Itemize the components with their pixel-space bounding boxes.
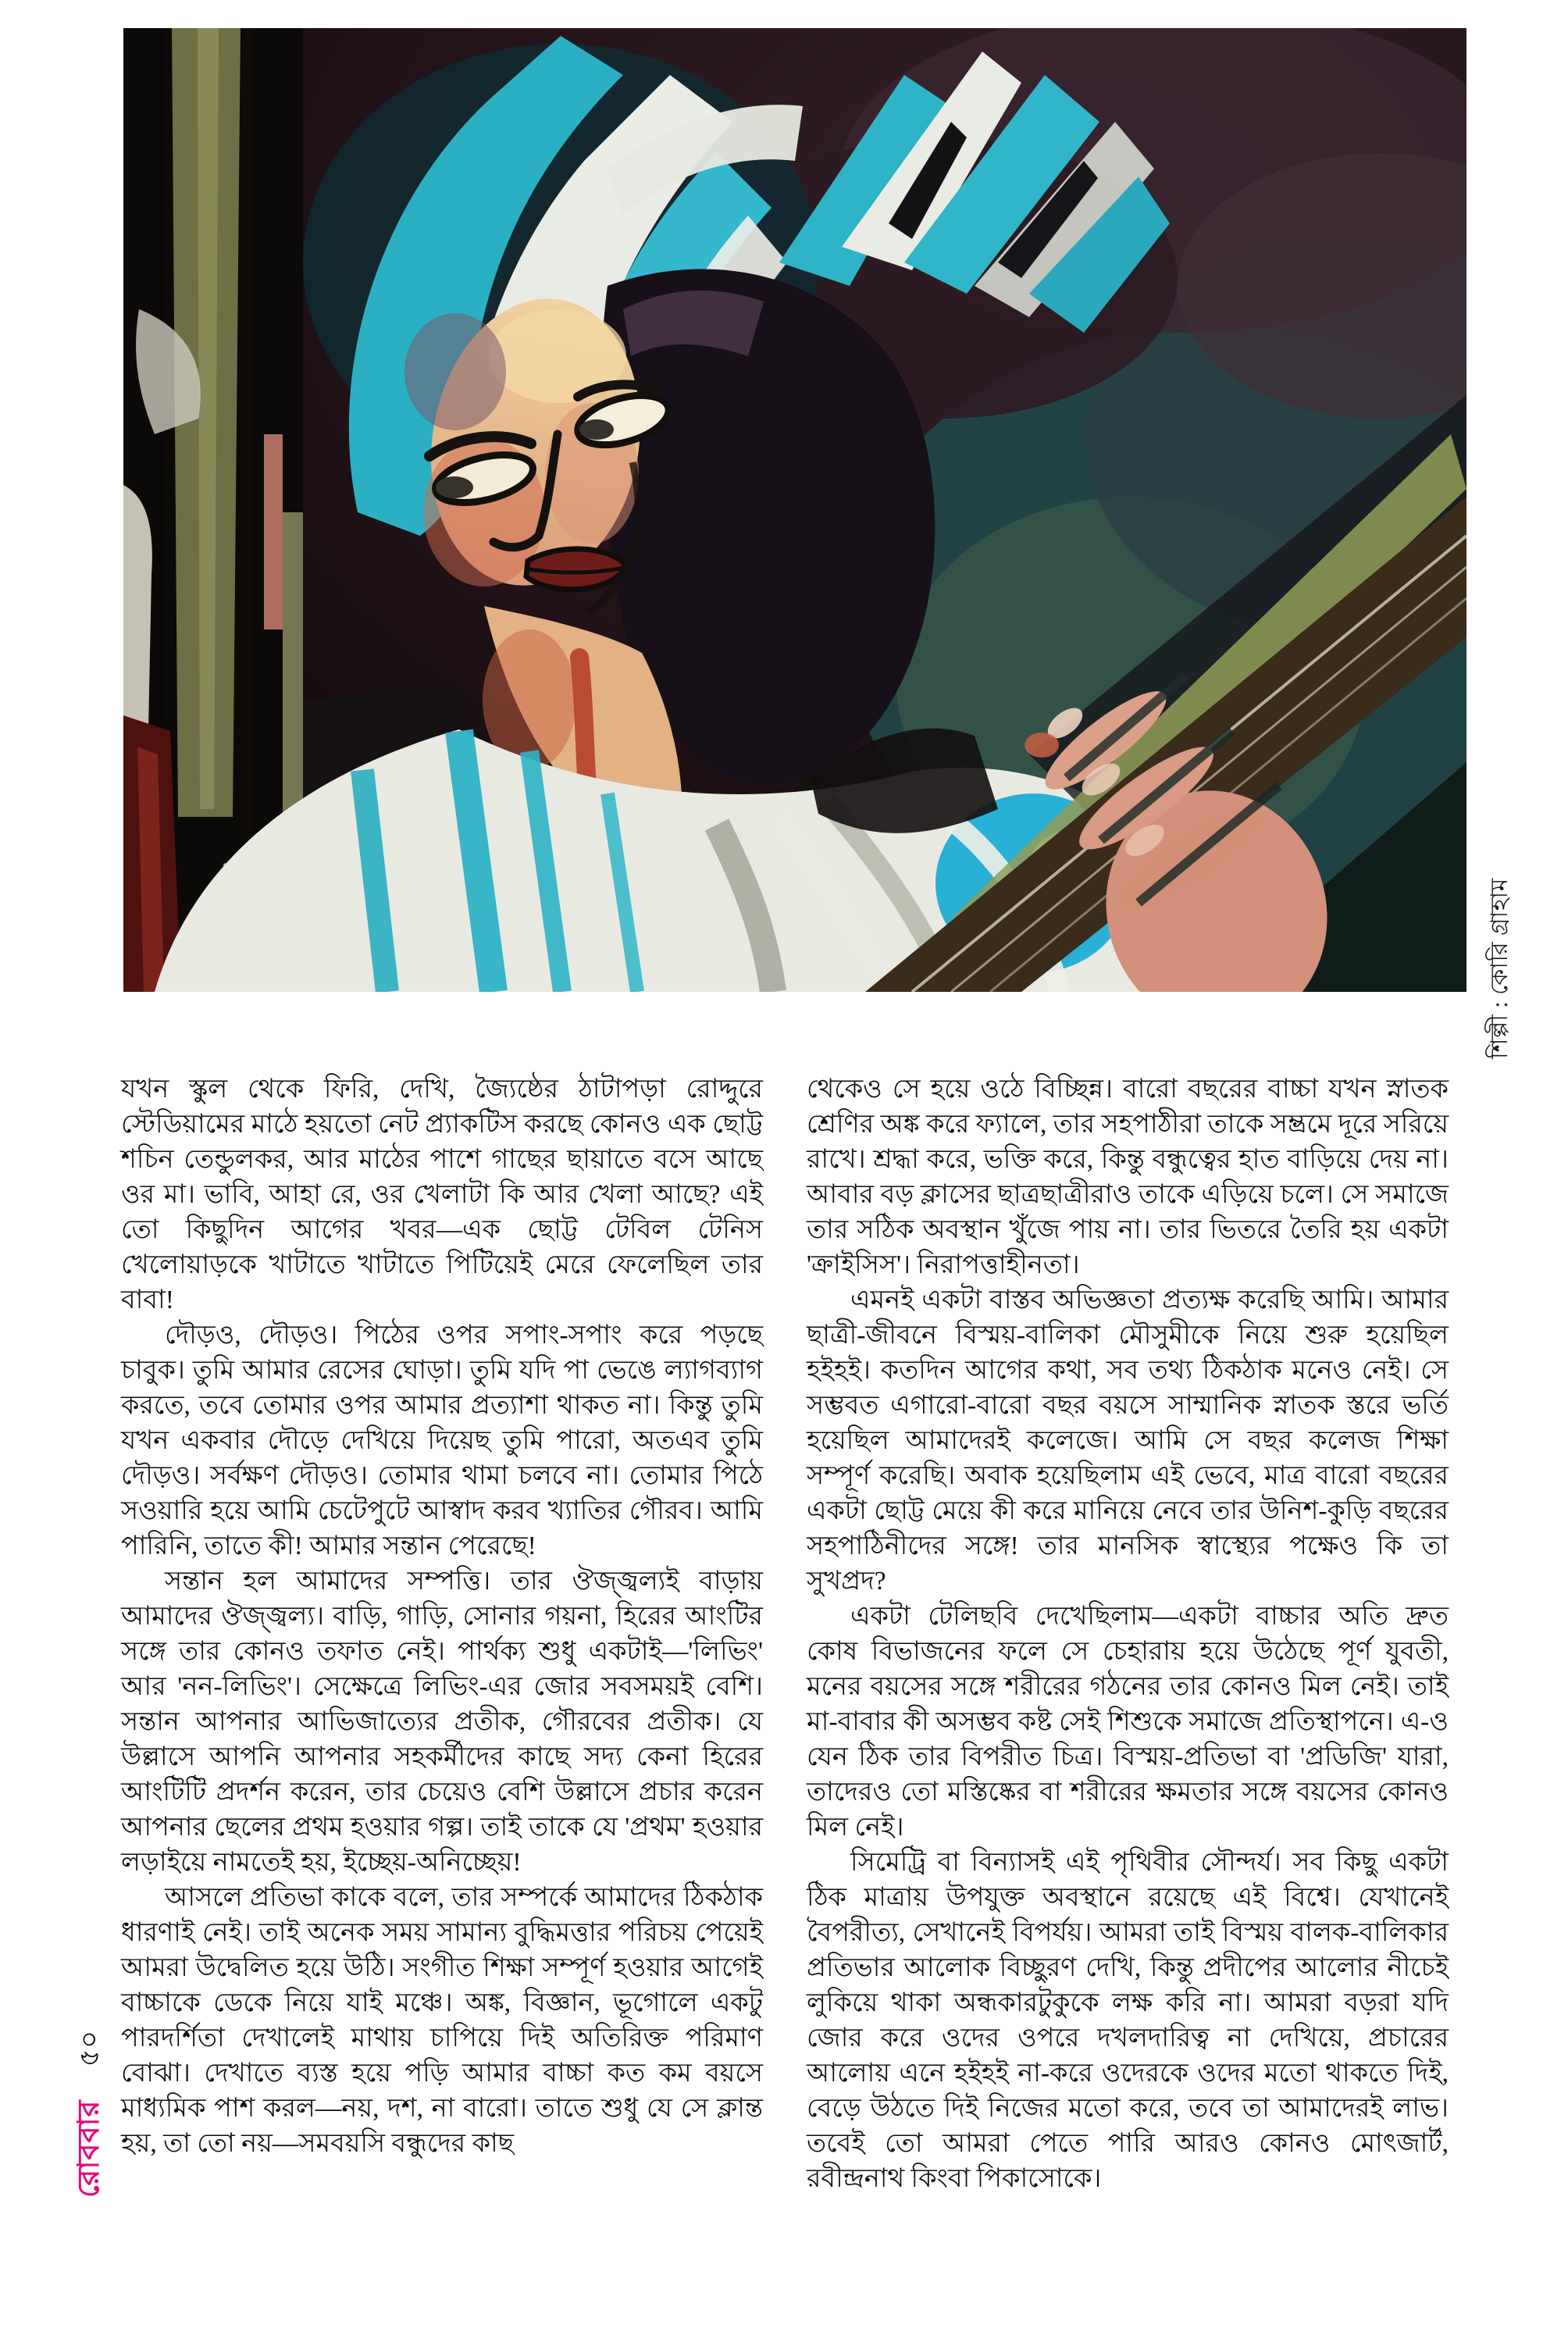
paragraph: এমনই একটা বাস্তব অভিজ্ঞতা প্রত্যক্ষ করেছি আমি। আমার ছাত্রী-জীবনে বিস্ময়-বালিকা মৌসুমীকে নিয়ে শুরু হয়েছিল হইহই। কতদিন আগের কথা, সব তথ্য ঠিকঠাক মনেও নেই। সে সম্ভবত এগারো-বারো বছর বয়সে সাম্মানিক স্নাতক স্তরে ভর্তি হয়েছিল আমাদেরই কলেজে। আমি সে বছর কলেজ শিক্ষা সম্পূর্ণ করেছি। অবাক হয়েছিলাম এই ভেবে, মাত্র বারো বছরের একটা ছোট্ট মেয়ে কী করে মানিয়ে নেবে তার উনিশ-কুড়ি বছরের সহপাঠিনীদের সঙ্গে! তার মানসিক স্বাস্থ্যের পক্ষেও কি তা সুখপ্রদ? xyxy=(807,1286,1449,1596)
margin-strip xyxy=(66,2031,116,2198)
article-column-1 xyxy=(121,1072,763,2196)
paragraph: থেকেও সে হয়ে ওঠে বিচ্ছিন্ন। বারো বছরের বাচ্চা যখন স্নাতক শ্রেণির অঙ্ক করে ফ্যালে, তার সহপাঠীরা তাকে সম্ভ্রমে দূরে সরিয়ে রাখে। শ্রদ্ধা করে, ভক্তি করে, কিন্তু বন্ধুত্বের হাত বাড়িয়ে দেয় না। আবার বড় ক্লাসের ছাত্রছাত্রীরাও তাকে এড়িয়ে চলে। সে সমাজে তার সঠিক অবস্থান খুঁজে পায় না। তার ভিতরে তৈরি হয় একটা 'ক্রাইসিস'। নিরাপত্তাহীনতা। xyxy=(807,1075,1449,1279)
magazine-brand: রোববার xyxy=(73,2099,105,2198)
paragraph: আসলে প্রতিভা কাকে বলে, তার সম্পর্কে আমাদের ঠিকঠাক ধারণাই নেই। তাই অনেক সময় সামান্য বুদ্ধিমত্তার পরিচয় পেয়েই আমরা উদ্বেলিত হয়ে উঠি। সংগীত শিক্ষা সম্পূর্ণ হওয়ার আগেই বাচ্চাকে ডেকে নিয়ে যাই মঞ্চে। অঙ্ক, বিজ্ঞান, ভূগোলে একটু পারদর্শিতা দেখালেই মাথায় চাপিয়ে দিই অতিরিক্ত পরিমাণ বোঝা। দেখাতে ব্যস্ত হয়ে পড়ি আমার বাচ্চা কত কম বয়সে মাধ্যমিক পাশ করল—নয়, দশ, না বারো। তাতে শুধু যে সে ক্লান্ত হয়, তা তো নয়—সমবয়সি বন্ধুদের কাছ xyxy=(121,1883,763,2158)
paragraph: সন্তান হল আমাদের সম্পত্তি। তার ঔজ্জ্বল্যই বাড়ায় আমাদের ঔজ্জ্বল্য। বাড়ি, গাড়ি, সোনার গয়না, হিরের আংটির সঙ্গে তার কোনও তফাত নেই। পার্থক্য শুধু একটাই—'লিভিং' আর 'নন-লিভিং'। সেক্ষেত্রে লিভিং-এর জোর সবসময়ই বেশি। সন্তান আপনার আভিজাত্যের প্রতীক, গৌরবের প্রতীক। যে উল্লাসে আপনি আপনার সহকর্মীদের কাছে সদ্য কেনা হিরের আংটিটি প্রদর্শন করেন, তার চেয়েও বেশি উল্লাসে প্রচার করেন আপনার ছেলের প্রথম হওয়ার গল্প। তাই তাকে যে 'প্রথম' হওয়ার লড়াইয়ে নামতেই হয়, ইচ্ছেয়-অনিচ্ছেয়! xyxy=(121,1567,763,1877)
page-number: ৫০ xyxy=(73,2030,105,2067)
article-body xyxy=(121,1072,1449,2196)
paragraph: একটা টেলিছবি দেখেছিলাম—একটা বাচ্চার অতি দ্রুত কোষ বিভাজনের ফলে সে চেহারায় হয়ে উঠেছে পূর্ণ যুবতী, মনের বয়সের সঙ্গে শরীরের গঠনের তার কোনও মিল নেই। তাই মা-বাবার কী অসম্ভব কষ্ট সেই শিশুকে সমাজে প্রতিস্থাপনে। এ-ও যেন ঠিক তার বিপরীত চিত্র। বিস্ময়-প্রতিভা বা 'প্রডিজি' যারা, তাদেরও তো মস্তিষ্কের বা শরীরের ক্ষমতার সঙ্গে বয়সের কোনও মিল নেই। xyxy=(807,1602,1449,1842)
artwork-figure xyxy=(123,28,1466,992)
paragraph: সিমেট্রি বা বিন্যাসই এই পৃথিবীর সৌন্দর্য। সব কিছু একটা ঠিক মাত্রায় উপযুক্ত অবস্থানে রয়েছে এই বিশ্বে। যেখানেই বৈপরীত্য, সেখানেই বিপর্যয়। আমরা তাই বিস্ময় বালক-বালিকার প্রতিভার আলোক বিচ্ছুরণ দেখি, কিন্তু প্রদীপের আলোর নীচেই লুকিয়ে থাকা অন্ধকারটুকুকে লক্ষ করি না। আমরা বড়রা যদি জোর করে ওদের ওপরে দখলদারিত্ব না দেখিয়ে, প্রচারের আলোয় এনে হইহই না-করে ওদেরকে ওদের মতো থাকতে দিই, বেড়ে উঠতে দিই নিজের মতো করে, তবে তা আমাদেরই লাভ। তবেই তো আমরা পেতে পারি আরও কোনও মোৎজার্ট, রবীন্দ্রনাথ কিংবা পিকাসোকে। xyxy=(807,1848,1449,2193)
artwork-credit: শিল্পী : কোরি গ্রাহাম xyxy=(1487,878,1513,1059)
paragraph: যখন স্কুল থেকে ফিরি, দেখি, জ্যৈষ্ঠের ঠাটাপড়া রোদ্দুরে স্টেডিয়ামের মাঠে হয়তো নেট প্র্যাকটিস করছে কোনও এক ছোট্ট শচিন তেন্ডুলকর, আর মাঠের পাশে গাছের ছায়াতে বসে আছে ওর মা। ভাবি, আহা রে, ওর খেলাটা কি আর খেলা আছে? এই তো কিছুদিন আগের খবর—এক ছোট্ট টেবিল টেনিস খেলোয়াড়কে খাটাতে খাটাতে পিটিয়েই মেরে ফেলেছিল তার বাবা! xyxy=(121,1075,763,1314)
paragraph: দৌড়ও, দৌড়ও। পিঠের ওপর সপাং-সপাং করে পড়ছে চাবুক। তুমি আমার রেসের ঘোড়া। তুমি যদি পা ভেঙে ল্যাগব্যাগ করতে, তবে তোমার ওপর আমার প্রত্যাশা থাকত না। কিন্তু তুমি যখন একবার দৌড়ে দেখিয়ে দিয়েছ তুমি পারো, অতএব তুমি দৌড়ও। সর্বক্ষণ দৌড়ও। তোমার থামা চলবে না। তোমার পিঠে সওয়ারি হয়ে আমি চেটেপুটে আস্বাদ করব খ্যাতির গৌরব। আমি পারিনি, তাতে কী! আমার সন্তান পেরেছে! xyxy=(121,1321,763,1560)
painting xyxy=(123,28,1466,992)
article-column-2 xyxy=(807,1072,1449,2196)
